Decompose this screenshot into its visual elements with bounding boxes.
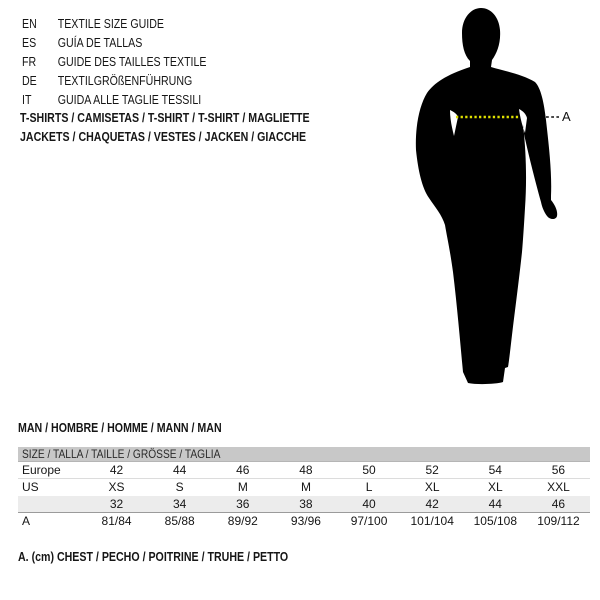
category-line-tshirts: T-SHIRTS / CAMISETAS / T-SHIRT / T-SHIRT / MAGLIETTE	[20, 111, 310, 125]
size-cell: 54	[488, 463, 502, 477]
language-title: GUIDE DES TAILLES TEXTILE	[57, 55, 207, 69]
language-code: ES	[22, 36, 37, 50]
size-cell: XL	[487, 480, 503, 494]
language-title: TEXTILE SIZE GUIDE	[57, 17, 164, 31]
language-row	[22, 53, 207, 72]
size-cell: 42	[109, 463, 124, 477]
language-row	[22, 15, 207, 34]
language-code: EN	[22, 17, 37, 31]
garment-categories	[20, 109, 310, 147]
row-label: A	[22, 514, 31, 528]
size-cell: 42	[425, 497, 439, 511]
man-silhouette	[413, 5, 578, 390]
row-label	[18, 496, 85, 513]
size-chart-table	[18, 447, 590, 530]
size-cell: 36	[236, 497, 250, 511]
size-cell: 44	[173, 463, 187, 477]
row-label: US	[22, 480, 39, 494]
size-cell: 48	[299, 463, 313, 477]
size-cell: 46	[551, 497, 566, 511]
language-row	[22, 34, 207, 53]
size-cell: 85/88	[164, 514, 195, 528]
language-title-list	[22, 15, 207, 110]
size-cell: 46	[236, 463, 250, 477]
size-cell: M	[300, 480, 311, 494]
language-row	[22, 72, 207, 91]
size-cell: 40	[362, 497, 376, 511]
size-cell: 89/92	[227, 514, 258, 528]
size-cell: 38	[299, 497, 313, 511]
section-title-man: MAN / HOMBRE / HOMME / MANN / MAN	[18, 421, 222, 435]
language-row	[22, 91, 207, 110]
size-cell: 32	[109, 497, 124, 511]
language-title: TEXTILGRÖßENFÜHRUNG	[57, 74, 193, 88]
size-table-header	[18, 447, 590, 462]
size-cell: 101/104	[410, 514, 454, 528]
measurement-label-a: A	[562, 109, 571, 124]
category-line-jackets: JACKETS / CHAQUETAS / VESTES / JACKEN / GIACCHE	[20, 130, 307, 144]
size-cell: 97/100	[350, 514, 388, 528]
man-silhouette-shape	[416, 8, 557, 384]
size-cell: 52	[425, 463, 439, 477]
size-cell: XL	[424, 480, 440, 494]
size-cell: 44	[488, 497, 502, 511]
size-cell: L	[365, 480, 373, 494]
size-cell: 34	[173, 497, 187, 511]
size-cell: XS	[108, 480, 125, 494]
table-row-us	[18, 479, 590, 496]
size-cell: 93/96	[290, 514, 321, 528]
size-cell: M	[237, 480, 248, 494]
size-cell: XXL	[547, 480, 570, 494]
size-cell: 56	[551, 463, 566, 477]
table-row-numeric	[18, 496, 590, 513]
language-title: GUIDA ALLE TAGLIE TESSILI	[57, 93, 202, 107]
language-title: GUÍA DE TALLAS	[57, 36, 143, 50]
table-row-chest-cm	[18, 513, 590, 530]
size-cell: 109/112	[537, 514, 580, 528]
size-cell: 105/108	[473, 514, 517, 528]
language-code: IT	[22, 93, 32, 107]
language-code: DE	[22, 74, 37, 88]
language-code: FR	[22, 55, 37, 69]
row-label: Europe	[22, 463, 61, 477]
size-cell: 50	[362, 463, 376, 477]
size-cell: 81/84	[101, 514, 132, 528]
size-table-header-label: SIZE / TALLA / TAILLE / GRÖSSE / TAGLIA	[22, 447, 221, 461]
measurement-footnote: A. (cm) CHEST / PECHO / POITRINE / TRUHE / PETTO	[18, 550, 289, 564]
table-row-europe	[18, 462, 590, 479]
size-cell: S	[175, 480, 184, 494]
